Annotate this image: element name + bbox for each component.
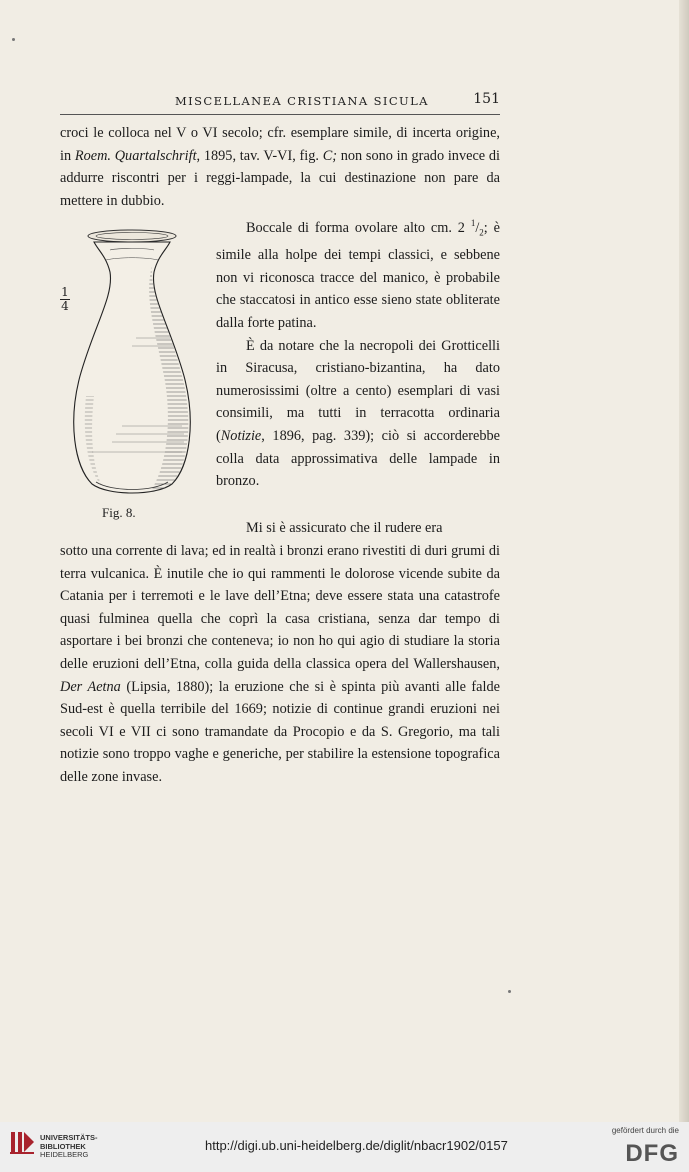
vase-illustration — [72, 226, 192, 502]
funder-label: gefördert durch die — [611, 1126, 679, 1135]
running-head — [60, 92, 500, 115]
running-head-title: MISCELLANEA CRISTIANA SICULA — [175, 94, 429, 108]
paragraph-2: Boccale di forma ovolare alto cm. 2 $^1/_2$; è simile alla holpe dei tempi classici, e sebbene non vi riconosca tracce del manico, è probabile che staccatosi in antico esse sieno state obliterate dalla forte patina. È da notare che la necropoli dei Grotticelli in Siracusa, cristiano-bizantina, ha dato numerosissimi (oltre a cento) esemplari di vasi consimili, ma tutti in terracotta ordinaria (Notizie, 1896, pag. 339); ciò si accorderebbe colla data approssimativa delle lampade in bronzo. — [216, 212, 500, 493]
page-number: 151 — [473, 91, 500, 107]
paragraph-4-start: Mi si è assicurato che il rudere era — [246, 520, 443, 536]
paper-speck — [508, 990, 511, 993]
university-seal-icon — [8, 1128, 36, 1156]
permalink[interactable]: http://digi.ub.uni-heidelberg.de/diglit/nbacr1902/0157 — [205, 1138, 508, 1153]
paragraph-4: sotto una corrente di lava; ed in realtà i bronzi erano rivestiti di duri grumi di terra vulcanica. È inutile che io qui rammenti le dolorose vicende subite da Catania per i terremoti e le lave dell’Etna; deve essere stata una catastrofe quasi fulminea quella che coprì la casa cristiana, senza dar tempo di asportare i bei bronzi che conteneva; io non ho qui agio di studiare la storia delle eruzioni dell’Etna, colla guida della classica opera del Wallershausen, Der Aetna (Lipsia, 1880); la eruzione che si è spinta più avanti alle falde Sud-est è quella terribile del 1669; notizie di continue grandi eruzioni nei secoli VI e VII ci sono tramandate da Procopio e da S. Gregorio, ma tali notizie sono troppo vaghe e generiche, per stabilire la estensione topografica delle zone invase. — [60, 543, 500, 785]
library-name[interactable]: UNIVERSITÄTS- BIBLIOTHEK HEIDELBERG — [40, 1133, 98, 1159]
figure-scale: 1 4 — [61, 285, 69, 313]
page-edge — [679, 0, 689, 1122]
dfg-logo[interactable]: DFG — [625, 1140, 679, 1167]
paragraph-1: croci le colloca nel V o VI secolo; cfr. esemplare simile, di incerta origine, in Roem. Quartalschrift, 1895, tav. V-VI, fig. C; non sono in grado invece di addurre riscontri per i reggi-lampade, la cui destinazione non pare da mettere in dubbio. — [60, 125, 500, 209]
figure-caption: Fig. 8. — [102, 505, 136, 520]
paper-speck — [12, 38, 15, 41]
paragraph-3: È da notare che la necropoli dei Grotticelli in Siracusa, cristiano-bizantina, ha dato numerosissimi (oltre a cento) esemplari di vasi consimili, ma tutti in terracotta ordinaria (Notizie, 1896, pag. 339); ciò si accorderebbe colla data approssimativa delle lampade in bronzo. — [216, 337, 500, 490]
